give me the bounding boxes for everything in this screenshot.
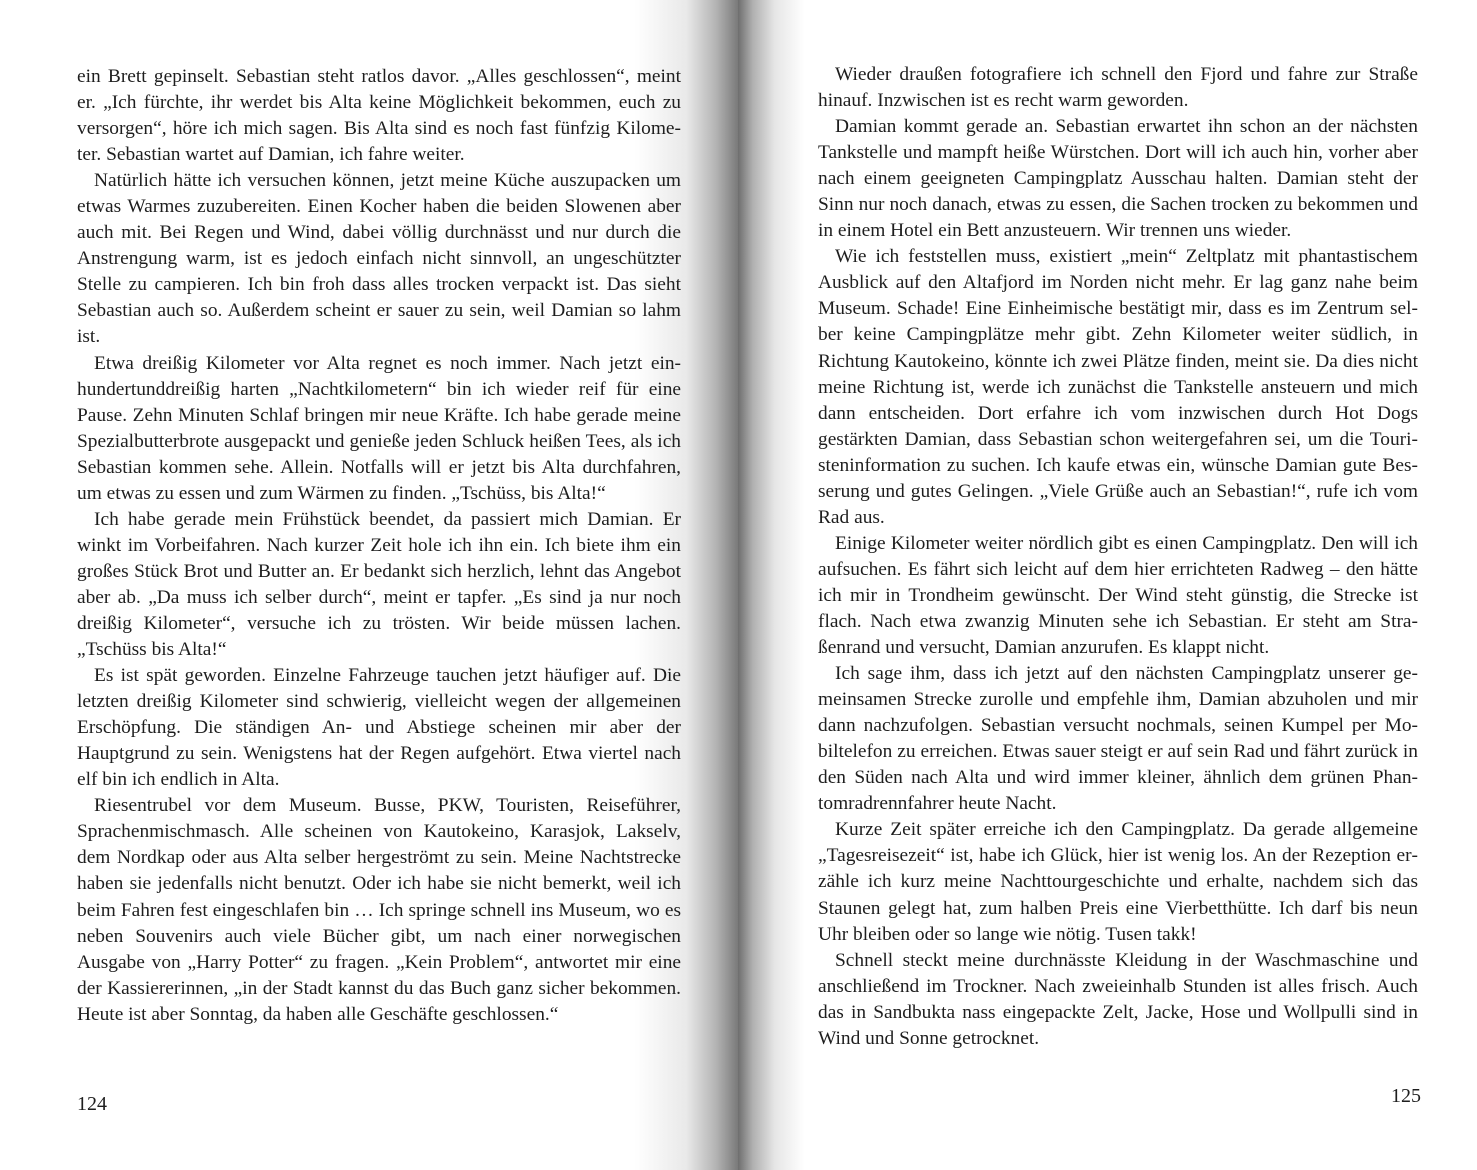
paragraph: Kurze Zeit später erreiche ich den Campingplatz. Da gerade allgemeine „Tagesreisezeit“ ist, habe ich Glück, hier ist wenig los. An der Rezeption erzähle ich kurz meine Nachttourgeschichte und erhalte, nachdem sich das Staunen gelegt hat, zum halben Preis eine Vierbetthütte. Ich darf bis neun Uhr bleiben oder so lange wie nötig. Tusen takk! [818, 819, 1418, 945]
left-page-body [77, 64, 681, 1028]
left-page [0, 0, 738, 1170]
paragraph: Riesentrubel vor dem Museum. Busse, PKW, Touristen, Reiseführer, Sprachenmischmasch. Alle scheinen von Kautokeino, Karasjok, Lakselv, dem Nordkap oder aus Alta selber hergeströmt zu sein. Meine Nachtstrecke haben sie jedenfalls nicht benutzt. Oder ich habe sie nicht bemerkt, weil ich beim Fahren fest eingeschlafen bin … Ich springe schnell ins Museum, wo es neben Souvenirs auch viele Bücher gibt, um nach einer norwegischen Ausgabe von „Harry Potter“ zu fragen. „Kein Problem“, antwortet mir eine der Kassiererinnen, „in der Stadt kannst du das Buch ganz sicher bekommen. Heute ist aber Sonntag, da haben alle Geschäfte geschlossen.“ [77, 795, 681, 1025]
paragraph: Schnell steckt meine durchnässte Kleidung in der Waschmaschine und anschließend im Trockner. Nach zweieinhalb Stunden ist alles frisch. Auch das in Sandbukta nass eingepackte Zelt, Jacke, Hose und Wollpulli sind in Wind und Sonne getrocknet. [818, 949, 1418, 1049]
paragraph: Wieder draußen fotografiere ich schnell den Fjord und fahre zur Straße hinauf. Inzwischen ist es recht warm geworden. [818, 64, 1418, 112]
paragraph: Ich habe gerade mein Frühstück beendet, da passiert mich Damian. Er winkt im Vorbeifahren. Nach kurzer Zeit hole ich ihn ein. Ich biete ihm ein großes Stück Brot und Butter an. Er bedankt sich herzlich, lehnt das Angebot aber ab. „Da muss ich selber durch“, meint er tapfer. „Es sind ja nur noch dreißig Kilometer“, versuche ich zu trösten. Wir beide müssen lachen. „Tschüss bis Alta!“ [77, 508, 681, 661]
paragraph: Natürlich hätte ich versuchen können, jetzt meine Küche auszupacken um etwas Warmes zuzubereiten. Einen Kocher haben die beiden Slowenen aber auch mit. Bei Regen und Wind, dabei völlig durchnässt und nur durch die Anstrengung warm, ist es jedoch einfach nicht sinnvoll, an ungeschützter Stelle zu campieren. Ich bin froh dass alles trocken verpackt ist. Das sieht Sebastian auch so. Außerdem scheint er sauer zu sein, weil Damian so lahm ist. [77, 170, 681, 348]
paragraph: ein Brett gepinselt. Sebastian steht ratlos davor. „Alles geschlossen“, meint er. „Ich fürchte, ihr werdet bis Alta keine Möglichkeit bekommen, euch zu versorgen“, höre ich mich sagen. Bis Alta sind es noch fast fünfzig Kilometer. Sebastian wartet auf Damian, ich fahre weiter. [77, 66, 681, 166]
paragraph: Es ist spät geworden. Einzelne Fahrzeuge tauchen jetzt häufiger auf. Die letzten dreißig Kilometer sind schwierig, vielleicht wegen der allgemeinen Erschöpfung. Die ständigen An- und Abstiege scheinen mir aber der Hauptgrund zu sein. Wenigstens hat der Regen aufgehört. Etwa viertel nach elf bin ich endlich in Alta. [77, 665, 681, 791]
paragraph: Etwa dreißig Kilometer vor Alta regnet es noch immer. Nach jetzt einhundertunddreißig harten „Nachtkilometern“ bin ich wieder reif für eine Pause. Zehn Minuten Schlaf bringen mir neue Kräfte. Ich habe gerade meine Spezialbutterbrote ausgepackt und genieße jeden Schluck heißen Tees, als ich Sebastian kommen sehe. Allein. Notfalls will er jetzt bis Alta durchfahren, um etwas zu essen und zum Wärmen zu finden. „Tschüss, bis Alta!“ [77, 352, 681, 504]
right-page [738, 0, 1477, 1170]
page-number-right: 125 [1391, 1085, 1421, 1107]
paragraph: Damian kommt gerade an. Sebastian erwartet ihn schon an der nächsten Tankstelle und mampft heiße Würstchen. Dort will ich auch hin, vorher aber nach einem geeigneten Campingplatz Ausschau halten. Damian steht der Sinn nur noch danach, etwas zu essen, die Sachen trocken zu bekommen und in einem Hotel ein Bett anzusteuern. Wir trennen uns wieder. [818, 116, 1418, 242]
right-page-body [818, 62, 1418, 1052]
paragraph: Wie ich feststellen muss, existiert „mein“ Zeltplatz mit phantastischem Ausblick auf den Altafjord im Norden nicht mehr. Er lag ganz nahe beim Museum. Schade! Eine Einheimische bestätigt mir, dass es im Zentrum selber keine Campingplätze mehr gibt. Zehn Kilometer weiter südlich, in Richtung Kautokeino, könnte ich zwei Plätze finden, meint sie. Da dies nicht meine Richtung ist, werde ich zunächst die Tankstelle ansteuern und mich dann entscheiden. Dort erfahre ich vom inzwischen durch Hot Dogs gestärkten Damian, dass Sebastian schon weitergefahren sei, um die Touristeninformation zu suchen. Ich kaufe etwas ein, wünsche Damian gute Besserung und gutes Gelingen. „Viele Grüße auch an Sebastian!“, rufe ich vom Rad aus. [818, 246, 1418, 528]
page-number-left: 124 [77, 1093, 107, 1115]
paragraph: Ich sage ihm, dass ich jetzt auf den nächsten Campingplatz unserer gemeinsamen Strecke zurolle und empfehle ihm, Damian abzuholen und mir dann nachzufolgen. Sebastian versucht nochmals, seinen Kumpel per Mobiltelefon zu erreichen. Etwas sauer steigt er auf sein Rad und fährt zurück in den Süden nach Alta und wird immer kleiner, ähnlich dem grünen Phantomradrennfahrer heute Nacht. [818, 663, 1418, 815]
paragraph: Einige Kilometer weiter nördlich gibt es einen Campingplatz. Den will ich aufsuchen. Es fährt sich leicht auf dem hier errichteten Radweg – den hätte ich mir in Trondheim gewünscht. Der Wind steht günstig, die Strecke ist flach. Nach etwa zwanzig Minuten sehe ich Sebastian. Er steht am Straßenrand und versucht, Damian anzurufen. Es klappt nicht. [818, 532, 1418, 659]
